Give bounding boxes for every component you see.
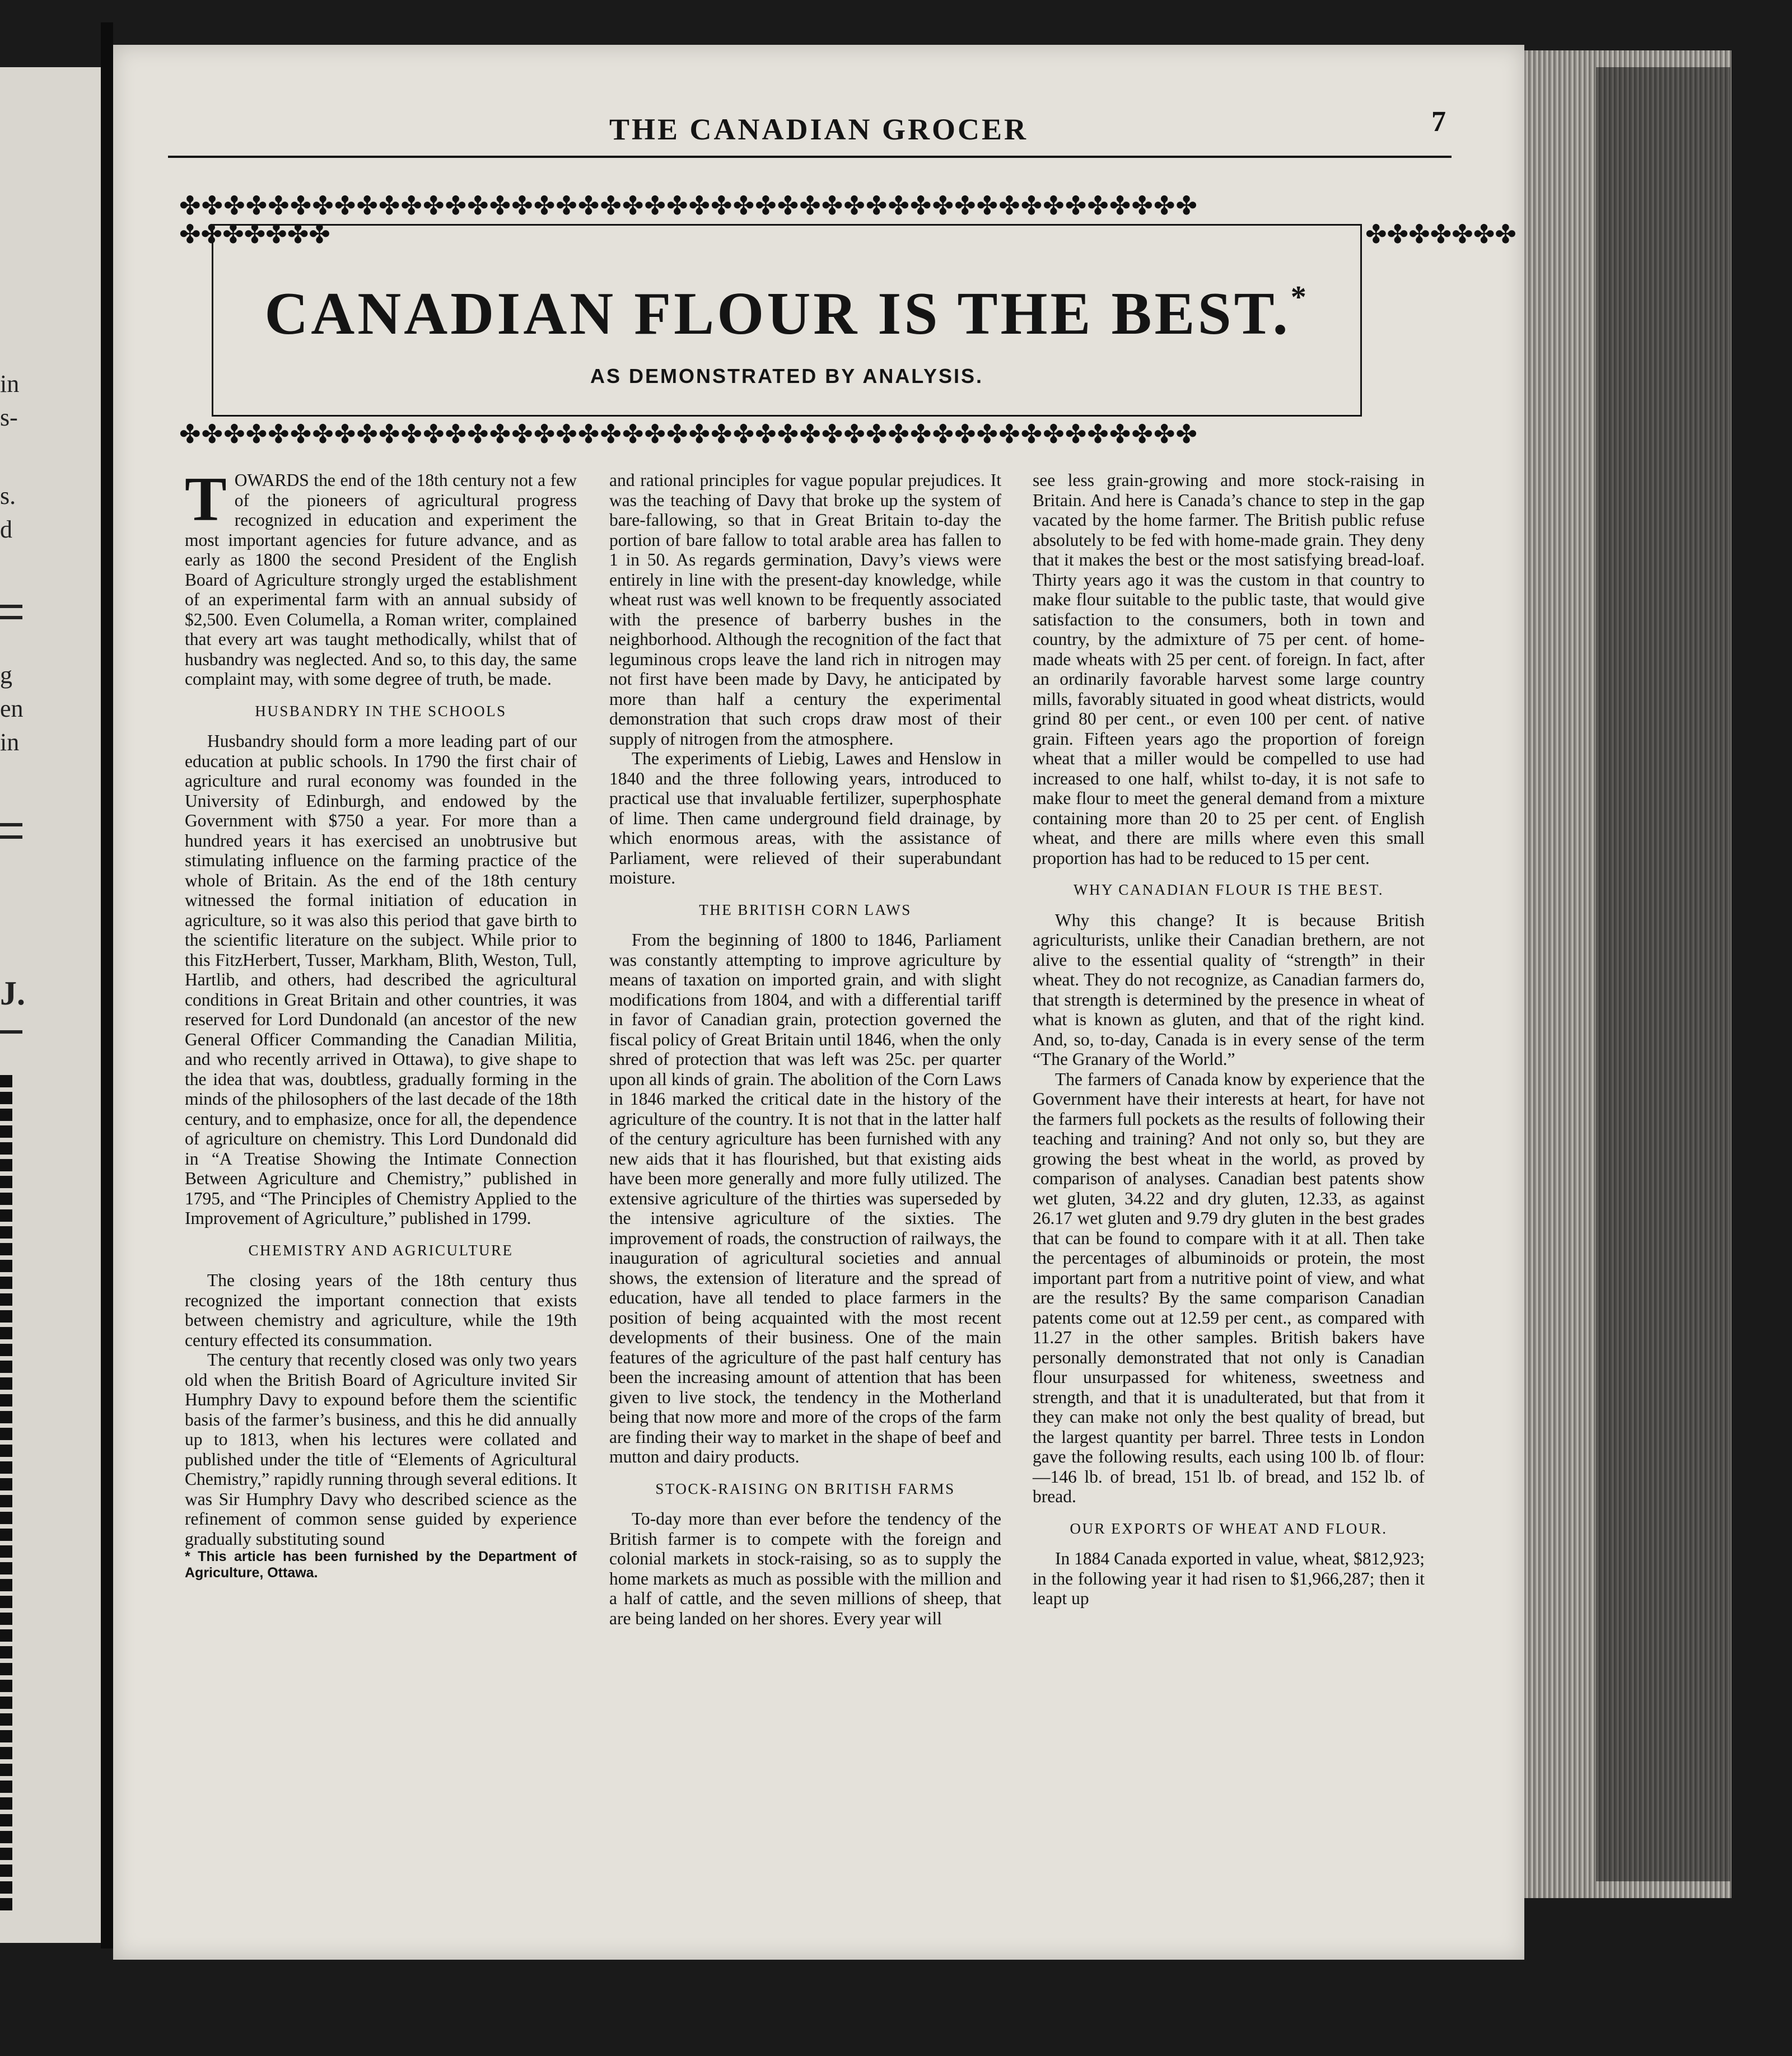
column-3 <box>1033 470 1425 1609</box>
title-banner <box>179 191 1516 449</box>
article-title-text: CANADIAN FLOUR IS THE BEST. <box>264 281 1291 347</box>
section-heading: OUR EXPORTS OF WHEAT AND FLOUR. <box>1070 1520 1388 1537</box>
newspaper-page <box>113 45 1524 1960</box>
running-head: THE CANADIAN GROCER <box>609 113 1029 146</box>
paragraph: The farmers of Canada know by experience that the Government have their interests at heart, for have not the farmers full pockets as the results of following their teaching and training? And not only so, but they are growing the best wheat in the world, as proved by comparison of analyses. Canadian best patents show wet gluten, 34.22 and dry gluten, 12.33, as against 26.17 wet gluten and 9.79 dry gluten in the best grades that can be found to compare with it at all. Then take the percentages of albuminoids or protein, the most important part from a nutritive point of view, and what are the results? By the same comparison Canadian patents come out at 12.59 per cent., as compared with 11.27 in the other samples. British bakers have personally demonstrated that not only is Canadian flour unsurpassed for whiteness, sweetness and strength, and that it is unadulterated, but that from it they can make not only the best quality of bread, but the largest quantity per barrel. Three tests in London gave the following results, each using 100 lb. of flour:—146 lb. of bread, 151 lb. of bread, and 152 lb. of bread. <box>1033 1069 1425 1506</box>
ornament-border-right: ✤✤✤✤✤✤✤ <box>1365 220 1516 249</box>
left-page-rule <box>0 823 22 826</box>
ornament-border-left: ✤✤✤✤✤✤✤ <box>179 220 330 249</box>
section-heading: THE BRITISH CORN LAWS <box>699 901 912 918</box>
left-page-fragment: d <box>0 516 12 543</box>
left-page-fragment: s. <box>0 482 16 510</box>
paragraph: From the beginning of 1800 to 1846, Parliament was constantly attempting to improve agriculture by means of taxation on imported grain, and with slight modifications from 1804, and with a differential tariff in favor of Canadian grain, protection governed the fiscal policy of Great Britain until 1846, when the only shred of protection that was left was 25c. per quarter upon all kinds of grain. The abolition of the Corn Laws in 1846 marked the critical date in the history of the agriculture of the country. It is not that in the latter half of the century agriculture has been furnished with any new aids that it has flourished, but that existing aids have been more generally and more fully utilized. The extensive agriculture of the thirties was superseded by the intensive agriculture of the sixties. The improvement of roads, the construction of railways, the inauguration of agricultural societies and annual shows, the extension of literature and the spread of education, have all tended to place farmers in the position of being acquainted with the most recent developments of their business. One of the main features of the agriculture of the past half century has been the increasing amount of attention that has been given to live stock, the tendency in the Motherland being that now more and more of the crops of the farm are finding their way to market in the shape of beef and mutton and dairy products. <box>609 930 1001 1466</box>
left-page-rule <box>0 605 22 608</box>
left-page-fragment: J. <box>0 975 25 1012</box>
left-facing-page <box>0 67 101 1943</box>
section-heading: STOCK-RAISING ON BRITISH FARMS <box>655 1480 955 1497</box>
column-1 <box>185 465 577 1581</box>
left-page-fragment: en <box>0 695 24 722</box>
left-page-fragment: g <box>0 661 12 689</box>
paragraph: Why this change? It is because British agriculturists, unlike their Canadian brethern, are not alive to the essential quality of “strength” in their wheat. They do not recognize, as Canadian farmers do, that strength is determined by the presence in wheat of what is known as gluten, and that of the right kind. And, so, to-day, Canada is in every sense of the term “The Granary of the World.” <box>1033 910 1425 1069</box>
paragraph: The experiments of Liebig, Lawes and Henslow in 1840 and the three following years, introduced to practical use that invaluable fertilizer, superphosphate of lime. Then came underground field drainage, by which enormous areas, with the assistance of Parliament, were relieved of their superabundant moisture. <box>609 749 1001 887</box>
left-page-fragment: in <box>0 370 20 398</box>
footnote-mark: * <box>1290 280 1309 315</box>
ornament-border-bottom: ✤✤✤✤✤✤✤✤✤✤✤✤✤✤✤✤✤✤✤✤✤✤✤✤✤✤✤✤✤✤✤✤✤✤✤✤✤✤✤✤✤✤✤✤✤✤ <box>179 420 1198 448</box>
section-heading: WHY CANADIAN FLOUR IS THE BEST. <box>1074 881 1384 898</box>
paragraph-text: OWARDS the end of the 18th century not a few of the pioneers of agricultural progress recognized in education and experiment the most important agencies for future advance, and as early as 1800 the second President of the English Board of Agriculture strongly urged the establishment of an experimental farm with an annual subsidy of $2,500. Even Columella, a Roman writer, complained that every art was taught methodically, whilst that of husbandry was neglected. And so, to this day, the same complaint may, with some degree of truth, be made. <box>185 470 577 689</box>
section-heading: CHEMISTRY AND AGRICULTURE <box>248 1241 514 1259</box>
banner-frame <box>212 224 1362 417</box>
paragraph: The century that recently closed was only two years old when the British Board of Agriculture invited Sir Humphry Davy to expound before them the scientific basis of the farmer’s business, and this he did annually up to 1813, when his lectures were collated and published under the title of “Elements of Agricultural Chemistry,” rapidly running through several editions. It was Sir Humphry Davy who described science as the refinement of common sense guided by experience gradually substituting sound <box>185 1350 577 1549</box>
left-page-rule <box>0 1030 22 1034</box>
footnote: * This article has been furnished by the Department of Agriculture, Ottawa. <box>185 1549 577 1581</box>
paragraph: see less grain-growing and more stock-raising in Britain. And here is Canada’s chance to step in the gap vacated by the home farmer. The British public refuse absolutely to be fed with home-made grain. They deny that it makes the best or the most satisfying bread-loaf. Thirty years ago it was the custom in that country to make flour suitable to the public taste, that would give satisfaction to the consumers, both in town and country, by the admixture of 75 per cent. of home-made wheats with 25 per cent. of foreign. In fact, after an ordinarily favorable harvest some large country mills, favorably situated in good wheat districts, would grind 80 per cent., or even 100 per cent. of native grain. Fifteen years ago the proportion of foreign wheat that a miller would be compelled to use had increased to one half, whilst to-day, it is not safe to make flour to meet the general demand from a mixture containing more than 20 to 25 per cent. of English wheat, and there are mills where even this small proportion has had to be reduced to 15 per cent. <box>1033 470 1425 868</box>
drop-cap: T <box>185 465 227 534</box>
left-page-ornament-column <box>0 1075 12 1915</box>
paragraph: The closing years of the 18th century thus recognized the important connection that exists between chemistry and agriculture, while the 19th century effected its consummation. <box>185 1270 577 1350</box>
paragraph <box>185 465 577 689</box>
ornament-border-top: ✤✤✤✤✤✤✤✤✤✤✤✤✤✤✤✤✤✤✤✤✤✤✤✤✤✤✤✤✤✤✤✤✤✤✤✤✤✤✤✤✤✤✤✤✤✤ <box>179 191 1198 220</box>
page-number: 7 <box>1431 106 1446 138</box>
article-title <box>213 279 1360 349</box>
left-page-rule <box>0 835 22 839</box>
article-subtitle: AS DEMONSTRATED BY ANALYSIS. <box>590 365 984 387</box>
left-page-fragment: s- <box>0 404 18 431</box>
left-page-fragment: in <box>0 728 20 756</box>
page-block-shadow <box>1596 67 1730 1881</box>
binding-gutter <box>101 22 113 1948</box>
section-heading: HUSBANDRY IN THE SCHOOLS <box>255 702 507 719</box>
column-2 <box>609 470 1001 1628</box>
paragraph: and rational principles for vague popular prejudices. It was the teaching of Davy that broke up the system of bare-fallowing, so that in Great Britain to-day the portion of bare fallow to total arable area has fallen to 1 in 50. As regards germination, Davy’s views were entirely in line with the present-day knowledge, while wheat rust was well known to be frequently associated with the presence of barberry bushes in the neighborhood. Although the recognition of the fact that leguminous crops leave the land rich in nitrogen may not first have been made by Davy, he anticipated by more than half a century the experimental demonstration that such crops draw most of their supply of nitrogen from the atmosphere. <box>609 470 1001 749</box>
paragraph: Husbandry should form a more leading part of our education at public schools. In 1790 the first chair of agriculture and rural economy was founded in the University of Edinburgh, and endowed by the Government with $750 a year. For more than a hundred years it has exercised an unobtrusive but stimulating influence on the farming practice of the whole of Britain. As the end of the 18th century witnessed the formal initiation of education in agriculture, so it was also this period that gave birth to the scientific literature on the subject. While prior to this FitzHerbert, Tusser, Markham, Blith, Weston, Tull, Hartlib, and others, had described the agricultural conditions in Great Britain and other countries, it was reserved for Lord Dundonald (an ancestor of the new General Officer Commanding the Canadian Militia, and who recently arrived in Ottawa), to give shape to the idea that was, doubtless, gradually forming in the minds of the philosophers of the last decade of the 18th century, and to emphasize, once for all, the dependence of agriculture on chemistry. This Lord Dundonald did in “A Treatise Showing the Intimate Connection Between Agriculture and Chemistry,” published in 1795, and “The Principles of Chemistry Applied to the Improvement of Agriculture,” published in 1799. <box>185 731 577 1228</box>
left-page-rule <box>0 616 22 619</box>
header-rule <box>168 156 1452 158</box>
paragraph: In 1884 Canada exported in value, wheat, $812,923; in the following year it had risen to $1,966,287; then it leapt up <box>1033 1549 1425 1608</box>
paragraph: To-day more than ever before the tendency of the British farmer is to compete with the foreign and colonial markets in stock-raising, so as to supply the home markets as much as possible with the million and a half of cattle, and the seven millions of sheep, that are being landed on her shores. Every year will <box>609 1509 1001 1628</box>
